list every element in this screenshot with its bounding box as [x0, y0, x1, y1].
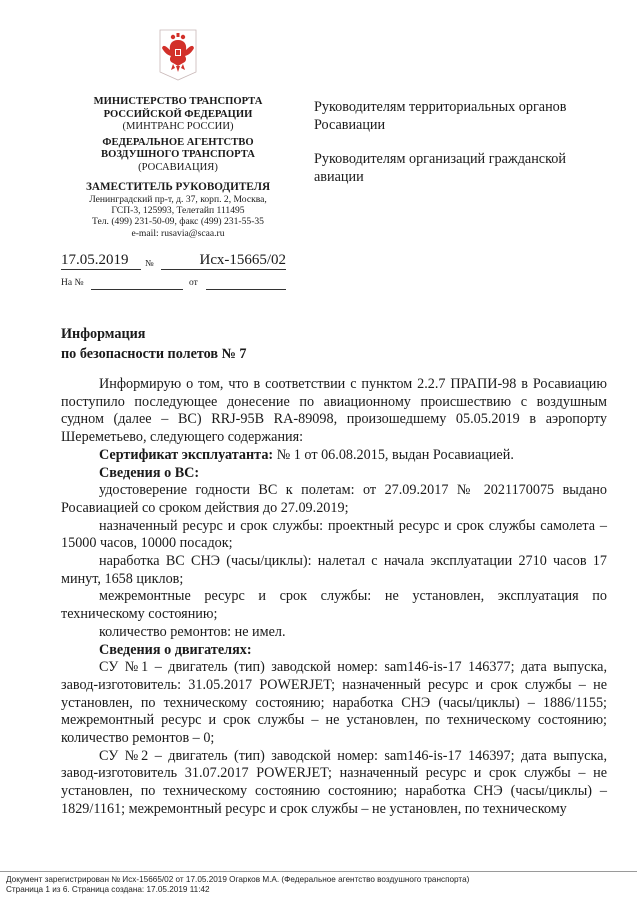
title-line-2: по безопасности полетов № 7 [61, 346, 247, 362]
ministry-short: (МИНТРАНС РОССИИ) [122, 121, 234, 133]
reference-from-label: от [189, 278, 198, 288]
title-line-1: Информация [61, 326, 146, 342]
footer-line-2: Страница 1 из 6. Страница создана: 17.05.2019 11:42 [6, 884, 210, 894]
number-sign: № [145, 258, 154, 268]
address-line-2: ГСП-3, 125993, Телетайп 111495 [111, 204, 245, 216]
addressee: Руководителям территориальных органов Росавиации [314, 99, 567, 133]
aircraft-item: межремонтные ресурс и срок службы: не установлен, эксплуатация по техническому состоянию; [61, 588, 607, 623]
addressees [314, 98, 614, 202]
engine-item: СУ №1 – двигатель (тип) заводской номер: sam146-is-17 146377; дата выпуска, завод-изготовитель: 31.05.2017 POWERJET; назначенный ресурс и срок службы – не установлен, по техническому состоянию; наработка СНЭ (часы/циклы) – 1886/1155; межремонтный ресурс и срок службы – не установлен, по техническому состоянию; количество ремонтов – 0; [61, 659, 607, 747]
aircraft-item: наработка ВС СНЭ (часы/циклы): налетал с начала эксплуатации 2710 часов 17 минут, 1658 циклов; [61, 553, 607, 587]
ministry-line-2: РОССИЙСКОЙ ФЕДЕРАЦИИ [103, 108, 253, 120]
email-line: e-mail: rusavia@scaa.ru [131, 227, 225, 239]
document-body [61, 376, 607, 819]
addressee: Руководителям организаций гражданской авиации [314, 151, 566, 185]
agency-short: (РОСАВИАЦИЯ) [138, 161, 218, 173]
registration-footer [6, 875, 469, 894]
agency-line-1: ФЕДЕРАЛЬНОЕ АГЕНТСТВО [102, 136, 254, 148]
aircraft-item: назначенный ресурс и срок службы: проектный ресурс и срок службы самолета – 15000 часов, 10000 посадок; [61, 517, 607, 552]
agency-line-2: ВОЗДУШНОГО ТРАНСПОРТА [101, 149, 255, 161]
engines-heading: Сведения о двигателях: [99, 641, 252, 658]
aircraft-item: удостоверение годности ВС к полетам: от 27.09.2017 № 2021170075 выдано Росавиацией со сроком действия до 27.09.2019; [61, 482, 607, 516]
document-title [61, 324, 247, 364]
ministry-line-1: МИНИСТЕРСТВО ТРАНСПОРТА [93, 96, 263, 107]
reference-date-blank [206, 289, 286, 290]
certificate-paragraph [61, 447, 607, 465]
phone-line: Тел. (499) 231-50-09, факс (499) 231-55-35 [92, 216, 264, 228]
footer-line-1: Документ зарегистрирован № Исх-15665/02 от 17.05.2019 Огарков М.А. (Федеральное агентство воздушного транспорта) [6, 875, 470, 884]
address-line-1: Ленинградский пр-т, д. 37, корп. 2, Москва, [89, 193, 267, 205]
engine-item: СУ №2 – двигатель (тип) заводской номер: sam146-is-17 146397; дата выпуска, завод-изготовитель 31.07.2017 POWERJET; назначенный ресурс и срок службы – не установлен, по техническому состоянию состоянию; наработка СНЭ (часы/циклы) – 1829/1161; межремонтный ресурс и срок службы – не установлен, по техническому [61, 747, 607, 817]
registration-date: 17.05.2019 [61, 252, 141, 270]
intro-paragraph: Информирую о том, что в соответствии с пунктом 2.2.7 ПРАПИ-98 в Росавиацию поступило последующее донесение по авиационному происшествию с воздушным судном (далее – ВС) RRJ-95B RA-89098, произошедшему 05.05.2019 в аэропорту Шереметьево, следующего содержания: [61, 376, 607, 446]
registration-number: Исх-15665/02 [161, 252, 286, 270]
reference-label: На № [61, 278, 84, 288]
aircraft-heading: Сведения о ВС: [99, 464, 200, 481]
reference-row [61, 278, 286, 292]
russian-coat-of-arms-icon [158, 28, 198, 82]
registration-row [61, 252, 286, 274]
letterhead [58, 28, 298, 239]
footer-separator [0, 871, 637, 872]
certificate-text: № 1 от 06.08.2015, выдан Росавиацией. [273, 446, 514, 463]
certificate-label: Сертификат эксплуатанта: [99, 446, 274, 463]
position-title: ЗАМЕСТИТЕЛЬ РУКОВОДИТЕЛЯ [85, 180, 271, 193]
aircraft-item: количество ремонтов: не имел. [99, 623, 286, 640]
reference-number-blank [91, 289, 183, 290]
